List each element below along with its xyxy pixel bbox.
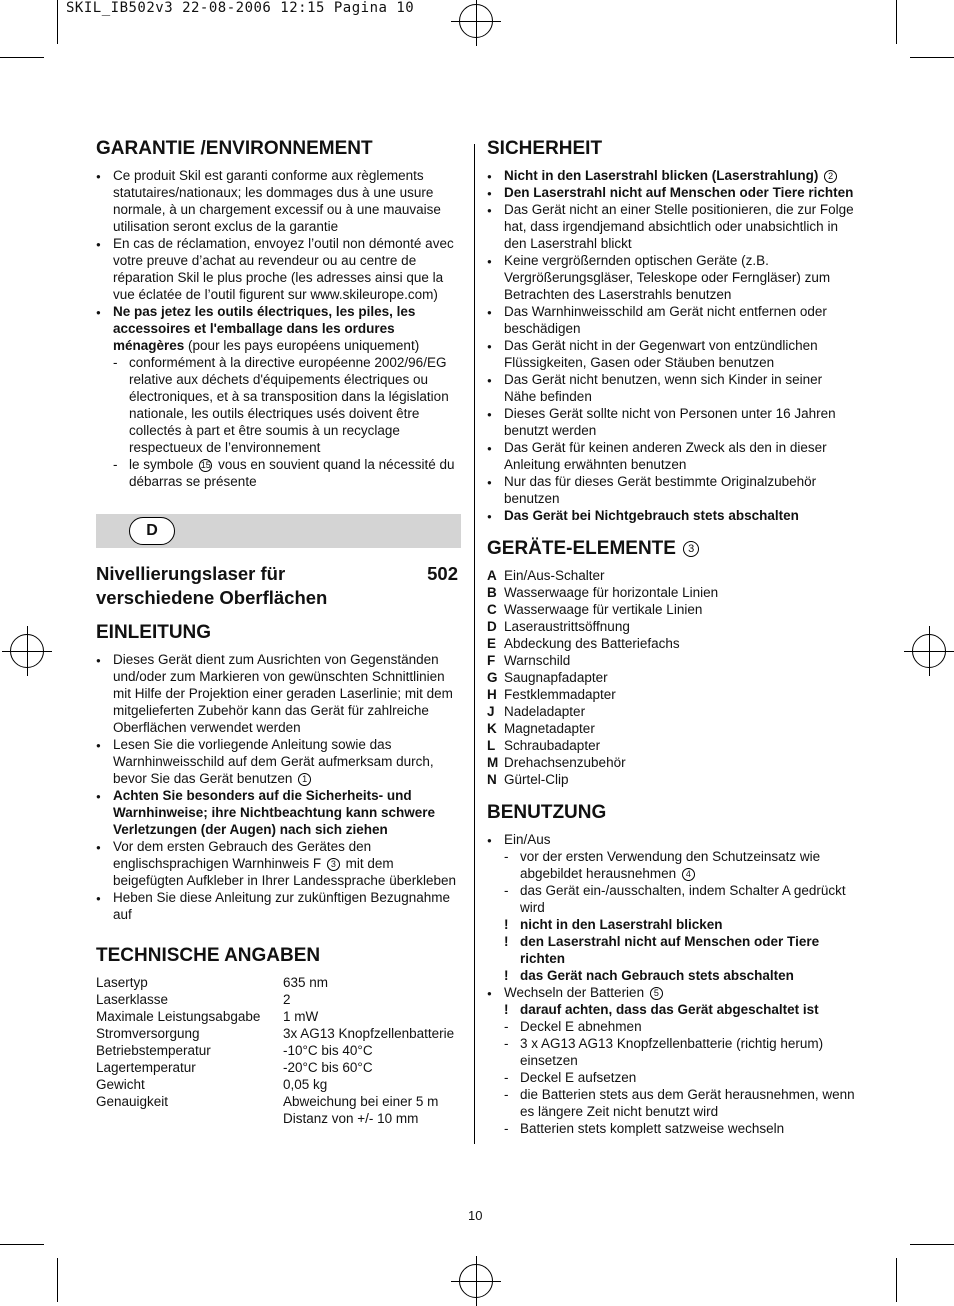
list-item — [487, 635, 855, 652]
einleitung-heading: EINLEITUNG — [96, 622, 212, 643]
spec-value: -10°C bis 40°C — [283, 1043, 373, 1058]
list-item: - conformément à la directive européenne 2002/96/EG relative aux déchets d'équipements électriques ou électroniques, et à sa transposition dans la législation nationale, les outils électriques usés doivent être collectés à part et être soumis à un recyclage respectueux de l’environnement — [113, 355, 449, 455]
sicherheit-heading: SICHERHEIT — [487, 138, 603, 159]
element-label: Laseraustrittsöffnung — [504, 619, 630, 634]
list-item — [487, 669, 855, 686]
list-item: ● Ein/Aus - vor der ersten Verwendung den Schutzeinsatz wie abgebildet herausnehmen 4 - das Gerät ein-/ausschalten, indem Schalter A gedrückt wird ! nicht in den Laserstrahl blicken ! den Laserstrahl nicht auf Menschen oder Tiere richten ! das Gerät nach Gebrauch stets abschalten — [487, 831, 855, 984]
list-item: - le symbole 15 vous en souvient quand la nécessité du débarras se présente — [113, 457, 455, 489]
element-letter: N — [487, 772, 497, 787]
element-label: Abdeckung des Batteriefachs — [504, 636, 680, 651]
list-item: - vor der ersten Verwendung den Schutzeinsatz wie abgebildet herausnehmen 4 — [504, 849, 821, 881]
spec-value: 3x AG13 Knopfzellenbatterie — [283, 1026, 455, 1041]
element-letter: L — [487, 738, 496, 753]
figure-ref-icon: 4 — [682, 868, 695, 881]
crop-mark-tr-v — [896, 0, 897, 44]
list-item: ● Achten Sie besonders auf die Sicherheits- und Warnhinweise; ihre Nichtbeachtung kann schwere Verletzungen (der Augen) nach sich ziehen — [96, 787, 464, 838]
batterie-sublist — [487, 1001, 855, 1137]
figure-ref-icon: 5 — [650, 987, 663, 1000]
registration-mark-top — [459, 4, 493, 38]
list-item — [487, 720, 855, 737]
list-item: ● Heben Sie diese Anleitung zur zukünftigen Bezugnahme auf — [96, 889, 464, 923]
list-item — [487, 771, 855, 788]
spec-key: Maximale Leistungsabgabe — [96, 1009, 261, 1024]
language-badge: D — [129, 517, 175, 545]
list-item — [487, 703, 855, 720]
element-label: Wasserwaage für vertikale Linien — [504, 602, 703, 617]
figure-ref-icon: 2 — [824, 170, 837, 183]
element-label: Ein/Aus-Schalter — [504, 568, 605, 583]
crop-mark-bl-h — [0, 1244, 44, 1245]
crop-mark-tl-v — [57, 0, 58, 44]
list-item: ● Dieses Gerät dient zum Ausrichten von Gegenständen und/oder zum Markieren von gewünschten Schnittlinien mit Hilfe der Projektion einer geraden Laserlinie; mit dem mitgelieferten Zubehör kann das Gerät für zahlreiche Oberflächen verwendet werden — [96, 651, 464, 736]
list-item: ● Vor dem ersten Gebrauch des Gerätes den englischsprachigen Warnhinweis F 3 mit dem beigefügten Aufkleber in Ihrer Landessprache überkleben — [96, 838, 464, 889]
table-row — [96, 974, 464, 991]
spec-value: 1 mW — [283, 1009, 319, 1024]
element-label: Schraubadapter — [504, 738, 601, 753]
element-letter: H — [487, 687, 497, 702]
benutzung-list — [487, 831, 855, 1137]
spec-key: Betriebstemperatur — [96, 1043, 211, 1058]
list-item: ● Lesen Sie die vorliegende Anleitung sowie das Warnhinweisschild auf dem Gerät aufmerksam durch, bevor Sie das Gerät benutzen 1 — [96, 736, 464, 787]
elemente-list — [487, 567, 855, 788]
spec-value: 0,05 kg — [283, 1077, 328, 1092]
element-letter: M — [487, 755, 499, 770]
spec-table — [96, 974, 464, 1127]
list-item — [487, 567, 855, 584]
warning-item: ! den Laserstrahl nicht auf Menschen oder Tiere richten — [504, 934, 820, 966]
element-letter: A — [487, 568, 497, 583]
garantie-sublist — [96, 354, 464, 490]
page-number: 10 — [468, 1208, 483, 1223]
spec-key: Stromversorgung — [96, 1026, 200, 1041]
element-letter: C — [487, 602, 497, 617]
right-column — [487, 138, 855, 1137]
list-item: ● Ne pas jetez les outils électriques, les piles, les accessoires et l'emballage dans les ordures ménagères (pour les pays européens uniquement) - conformément à la directive européenne 2002/96/EG relative aux déchets d'équipements électriques ou électroniques, et à sa transposition dans la législation nationale, les outils électriques usés doivent être collectés à part et être soumis à un recyclage respectueux de l’environnement - le symbole 15 vous en souvient quand la nécessité du débarras se présente — [96, 303, 464, 490]
list-item: - Deckel E aufsetzen — [504, 1070, 637, 1085]
table-row — [96, 1042, 464, 1059]
list-item — [487, 754, 855, 771]
list-item: ● Dieses Gerät sollte nicht von Personen unter 16 Jahren benutzt werden — [487, 405, 855, 439]
element-letter: F — [487, 653, 496, 668]
element-label: Gürtel-Clip — [504, 772, 569, 787]
table-row — [96, 1059, 464, 1076]
spec-value: 2 — [283, 992, 291, 1007]
spec-key: Gewicht — [96, 1077, 145, 1092]
technische-angaben-heading: TECHNISCHE ANGABEN — [96, 945, 321, 966]
figure-ref-icon: 1 — [298, 773, 311, 786]
list-item: ● Das Gerät nicht an einer Stelle positionieren, die zur Folge hat, dass irgendjemand absichtlich oder unabsichtlich in den Laserstrahl blickt — [487, 201, 855, 252]
element-letter: B — [487, 585, 497, 600]
element-letter: J — [487, 704, 495, 719]
crop-mark-tr-h — [910, 57, 954, 58]
registration-mark-right — [912, 634, 946, 668]
left-column — [96, 138, 464, 1127]
warning-item: ! das Gerät nach Gebrauch stets abschalten — [504, 968, 794, 983]
language-bar — [96, 514, 461, 548]
list-item: - 3 x AG13 AG13 Knopfzellenbatterie (richtig herum) einsetzen — [504, 1036, 824, 1068]
list-item: - Deckel E abnehmen — [504, 1019, 642, 1034]
table-row — [96, 1008, 464, 1025]
registration-mark-bottom — [459, 1264, 493, 1298]
crop-mark-bl-v — [57, 1258, 58, 1302]
spec-value: -20°C bis 60°C — [283, 1060, 373, 1075]
spec-value: 635 nm — [283, 975, 329, 990]
list-item: ● Das Gerät nicht benutzen, wenn sich Kinder in seiner Nähe befinden — [487, 371, 855, 405]
geraete-elemente-heading: GERÄTE-ELEMENTE 3 — [487, 538, 855, 560]
list-item: - das Gerät ein-/ausschalten, indem Schalter A gedrückt wird — [504, 883, 846, 915]
element-label: Festklemmadapter — [504, 687, 616, 702]
column-divider — [474, 144, 475, 1144]
warning-item: ! darauf achten, dass das Gerät abgeschaltet ist — [504, 1002, 819, 1017]
table-row — [96, 1093, 464, 1127]
print-slug: SKIL_IB502v3 22-08-2006 12:15 Pagina 10 — [66, 0, 415, 16]
benutzung-heading: BENUTZUNG — [487, 802, 607, 823]
figure-ref-icon: 15 — [200, 460, 211, 470]
spec-key: Genauigkeit — [96, 1094, 169, 1109]
figure-ref-icon: 3 — [327, 858, 340, 871]
element-label: Saugnapfadapter — [504, 670, 608, 685]
product-number: 502 — [427, 563, 458, 584]
list-item: ● Ce produit Skil est garanti conforme aux règlements statutaires/nationaux; les dommages dus à une usure normale, à un chargement excessif ou à une mauvaise utilisation seront exclus de la garantie — [96, 167, 464, 235]
element-letter: K — [487, 721, 497, 736]
list-item: ● Keine vergrößernden optischen Geräte (z.B. Vergrößerungsgläser, Teleskope oder Ferngläser) zum Betrachten des Laserstrahls benutzen — [487, 252, 855, 303]
table-row — [96, 1076, 464, 1093]
crop-mark-br-v — [896, 1258, 897, 1302]
list-item: ● Den Laserstrahl nicht auf Menschen oder Tiere richten — [487, 184, 855, 201]
element-label: Drehachsenzubehör — [504, 755, 626, 770]
benutzung-sublist — [487, 848, 855, 984]
crop-mark-tl-h — [0, 57, 44, 58]
element-label: Nadeladapter — [504, 704, 586, 719]
garantie-heading: GARANTIE /ENVIRONNEMENT — [96, 138, 373, 159]
list-item: ● Das Gerät für keinen anderen Zweck als den in dieser Anleitung erwähnten benutzen — [487, 439, 855, 473]
list-item: ● Nur das für dieses Gerät bestimmte Originalzubehör benutzen — [487, 473, 855, 507]
list-item: ● Das Gerät nicht in der Gegenwart von entzündlichen Flüssigkeiten, Gasen oder Stäuben benutzen — [487, 337, 855, 371]
element-letter: G — [487, 670, 498, 685]
table-row — [96, 1025, 464, 1042]
list-item: ● Das Gerät bei Nichtgebrauch stets abschalten — [487, 507, 855, 524]
element-label: Warnschild — [504, 653, 571, 668]
warning-item: ! nicht in den Laserstrahl blicken — [504, 917, 723, 932]
list-item — [487, 584, 855, 601]
list-item: - die Batterien stets aus dem Gerät herausnehmen, wenn es längere Zeit nicht benutzt wird — [504, 1087, 855, 1119]
list-item: ● Wechseln der Batterien 5 ! darauf achten, dass das Gerät abgeschaltet ist - Deckel E abnehmen - 3 x AG13 AG13 Knopfzellenbatterie (richtig herum) einsetzen - Deckel E aufsetzen - die Batterien stets aus dem Gerät herausnehmen, wenn es längere Zeit nicht benutzt wird - Batterien stets komplett satzweise wechseln — [487, 984, 855, 1137]
spec-key: Laserklasse — [96, 992, 169, 1007]
element-label: Magnetadapter — [504, 721, 595, 736]
list-item — [487, 686, 855, 703]
list-item — [487, 601, 855, 618]
list-item: - Batterien stets komplett satzweise wechseln — [504, 1121, 785, 1136]
sicherheit-list — [487, 167, 855, 524]
element-label: Wasserwaage für horizontale Linien — [504, 585, 719, 600]
crop-mark-br-h — [910, 1244, 954, 1245]
spec-key: Lagertemperatur — [96, 1060, 196, 1075]
spec-value: Abweichung bei einer 5 m Distanz von +/- 10 mm — [283, 1094, 439, 1126]
list-item: ● En cas de réclamation, envoyez l’outil non démonté avec votre preuve d’achat au revendeur ou au centre de réparation Skil le plus proche (les adresses ainsi que la vue éclatée de l’outil figurent sur www.skileurope.com) — [96, 235, 464, 303]
einleitung-list — [96, 651, 464, 923]
element-letter: E — [487, 636, 497, 651]
product-title: Nivellierungslaser für verschiedene Oberflächen 502 — [96, 563, 458, 608]
list-item: ● Das Warnhinweisschild am Gerät nicht entfernen oder beschädigen — [487, 303, 855, 337]
table-row — [96, 991, 464, 1008]
spec-key: Lasertyp — [96, 975, 148, 990]
list-item — [487, 652, 855, 669]
list-item — [487, 618, 855, 635]
figure-ref-icon: 3 — [683, 541, 699, 557]
garantie-list — [96, 167, 464, 490]
list-item: ● Nicht in den Laserstrahl blicken (Laserstrahlung) 2 — [487, 167, 855, 184]
element-letter: D — [487, 619, 497, 634]
registration-mark-left — [10, 634, 44, 668]
list-item — [487, 737, 855, 754]
